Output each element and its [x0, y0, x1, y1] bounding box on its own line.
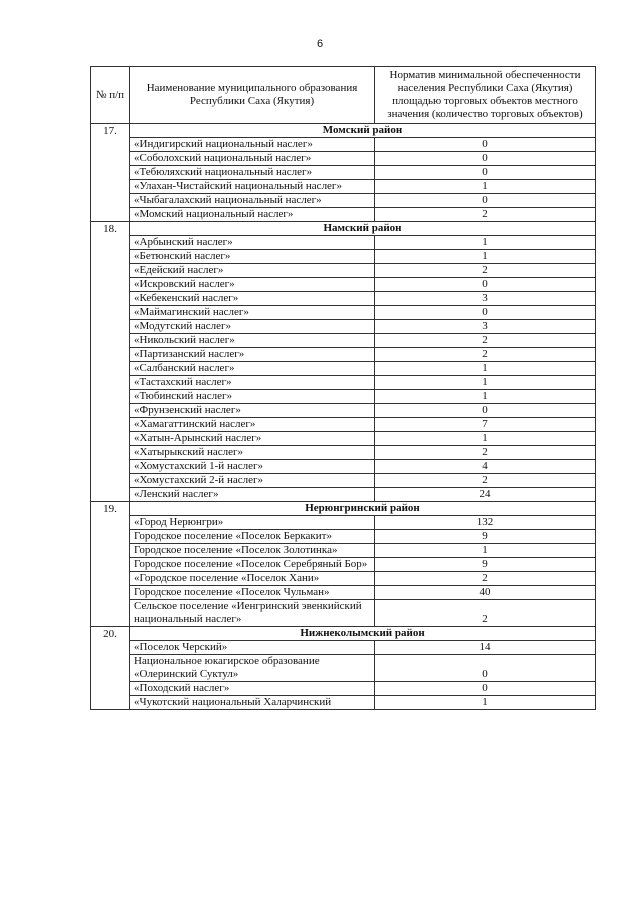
municipality-name: Городское поселение «Поселок Серебряный Бор»: [130, 558, 375, 572]
municipality-name: «Салбанский наслег»: [130, 362, 375, 376]
table-row: [91, 488, 596, 502]
table-row: [91, 460, 596, 474]
norm-value: 132: [375, 516, 596, 530]
district-number: 17.: [91, 124, 130, 222]
table-row: [91, 572, 596, 586]
table-row: [91, 320, 596, 334]
norm-value: 9: [375, 530, 596, 544]
norm-value: 2: [375, 208, 596, 222]
district-number: 20.: [91, 627, 130, 710]
table-row: [91, 404, 596, 418]
norm-value: 1: [375, 236, 596, 250]
table-body: [91, 124, 596, 710]
table-row: [91, 278, 596, 292]
norm-value: 1: [375, 362, 596, 376]
norm-value: 2: [375, 474, 596, 488]
table-row: [91, 516, 596, 530]
municipality-name: «Никольский наслег»: [130, 334, 375, 348]
table-row: [91, 180, 596, 194]
table-row: [91, 446, 596, 460]
table-row: [91, 530, 596, 544]
norm-value: 1: [375, 390, 596, 404]
norm-value: 0: [375, 278, 596, 292]
norm-value: 2: [375, 334, 596, 348]
norms-table: [90, 66, 596, 710]
table-header: [91, 67, 596, 124]
table-row: [91, 600, 596, 627]
norm-value: 0: [375, 194, 596, 208]
municipality-name: Национальное юкагирское образование «Олеринский Суктул»: [130, 655, 375, 682]
municipality-name: «Хатырыкский наслег»: [130, 446, 375, 460]
municipality-name: Городское поселение «Поселок Золотинка»: [130, 544, 375, 558]
municipality-name: «Едейский наслег»: [130, 264, 375, 278]
table-row: [91, 558, 596, 572]
norm-value: 24: [375, 488, 596, 502]
table-row: [91, 138, 596, 152]
table-row: [91, 418, 596, 432]
municipality-name: «Момский национальный наслег»: [130, 208, 375, 222]
norm-value: 2: [375, 264, 596, 278]
table-row: [91, 682, 596, 696]
header-col-number: № п/п: [91, 67, 130, 124]
norm-value: 40: [375, 586, 596, 600]
table-row: [91, 432, 596, 446]
municipality-name: Сельское поселение «Иенгринский эвенкийский национальный наслег»: [130, 600, 375, 627]
district-row: [91, 222, 596, 236]
municipality-name: «Бетюнский наслег»: [130, 250, 375, 264]
table-row: [91, 208, 596, 222]
district-title: Момский район: [130, 124, 596, 138]
norm-value: 9: [375, 558, 596, 572]
municipality-name: «Искровский наслег»: [130, 278, 375, 292]
header-col-norm: Норматив минимальной обеспеченности населения Республики Саха (Якутия) площадью торговых объектов местного значения (количество торговых объектов): [375, 67, 596, 124]
page-number: 6: [316, 38, 324, 50]
municipality-name: «Тастахский наслег»: [130, 376, 375, 390]
norm-value: 3: [375, 292, 596, 306]
table-row: [91, 696, 596, 710]
municipality-name: Городское поселение «Поселок Чульман»: [130, 586, 375, 600]
norm-value: 1: [375, 544, 596, 558]
table-row: [91, 474, 596, 488]
table-row: [91, 641, 596, 655]
norm-value: 2: [375, 348, 596, 362]
municipality-name: «Городское поселение «Поселок Хани»: [130, 572, 375, 586]
district-row: [91, 124, 596, 138]
municipality-name: «Партизанский наслег»: [130, 348, 375, 362]
norm-value: 1: [375, 180, 596, 194]
municipality-name: «Походский наслег»: [130, 682, 375, 696]
municipality-name: «Индигирский национальный наслег»: [130, 138, 375, 152]
municipality-name: «Соболохский национальный наслег»: [130, 152, 375, 166]
norm-value: 0: [375, 138, 596, 152]
municipality-name: «Хамагаттинский наслег»: [130, 418, 375, 432]
table-row: [91, 166, 596, 180]
district-title: Нижнеколымский район: [130, 627, 596, 641]
norm-value: 7: [375, 418, 596, 432]
district-title: Намский район: [130, 222, 596, 236]
municipality-name: «Хомустахский 2-й наслег»: [130, 474, 375, 488]
municipality-name: «Хомустахский 1-й наслег»: [130, 460, 375, 474]
norm-value: 0: [375, 404, 596, 418]
district-number: 19.: [91, 502, 130, 627]
municipality-name: «Модутский наслег»: [130, 320, 375, 334]
municipality-name: «Тюбинский наслег»: [130, 390, 375, 404]
table-row: [91, 544, 596, 558]
municipality-name: «Чыбагалахский национальный наслег»: [130, 194, 375, 208]
table-row: [91, 236, 596, 250]
district-row: [91, 627, 596, 641]
municipality-name: «Фрунзенский наслег»: [130, 404, 375, 418]
district-row: [91, 502, 596, 516]
table-row: [91, 376, 596, 390]
norm-value: 1: [375, 432, 596, 446]
norm-value: 2: [375, 600, 596, 627]
norm-value: 1: [375, 376, 596, 390]
header-col-name: Наименование муниципального образования Республики Саха (Якутия): [130, 67, 375, 124]
table-row: [91, 390, 596, 404]
municipality-name: «Арбынский наслег»: [130, 236, 375, 250]
table-row: [91, 348, 596, 362]
table-row: [91, 194, 596, 208]
table-row: [91, 362, 596, 376]
municipality-name: Городское поселение «Поселок Беркакит»: [130, 530, 375, 544]
municipality-name: «Маймагинский наслег»: [130, 306, 375, 320]
municipality-name: «Хатын-Арынский наслег»: [130, 432, 375, 446]
table-row: [91, 292, 596, 306]
table-row: [91, 655, 596, 682]
header-row: [91, 67, 596, 124]
table-row: [91, 586, 596, 600]
table-row: [91, 152, 596, 166]
norm-value: 0: [375, 682, 596, 696]
table-row: [91, 250, 596, 264]
municipality-name: «Чукотский национальный Халарчинский: [130, 696, 375, 710]
norm-value: 0: [375, 152, 596, 166]
municipality-name: «Ленский наслег»: [130, 488, 375, 502]
table-row: [91, 334, 596, 348]
norm-value: 2: [375, 572, 596, 586]
norm-value: 1: [375, 250, 596, 264]
norm-value: 1: [375, 696, 596, 710]
municipality-name: «Тебюляхский национальный наслег»: [130, 166, 375, 180]
district-number: 18.: [91, 222, 130, 502]
municipality-name: «Улахан-Чистайский национальный наслег»: [130, 180, 375, 194]
norm-value: 0: [375, 306, 596, 320]
municipality-name: «Город Нерюнгри»: [130, 516, 375, 530]
table-row: [91, 264, 596, 278]
municipality-name: «Кебекенский наслег»: [130, 292, 375, 306]
table-row: [91, 306, 596, 320]
norm-value: 2: [375, 446, 596, 460]
norm-value: 3: [375, 320, 596, 334]
norm-value: 14: [375, 641, 596, 655]
norm-value: 0: [375, 655, 596, 682]
norm-value: 0: [375, 166, 596, 180]
district-title: Нерюнгринский район: [130, 502, 596, 516]
municipality-name: «Поселок Черский»: [130, 641, 375, 655]
norm-value: 4: [375, 460, 596, 474]
